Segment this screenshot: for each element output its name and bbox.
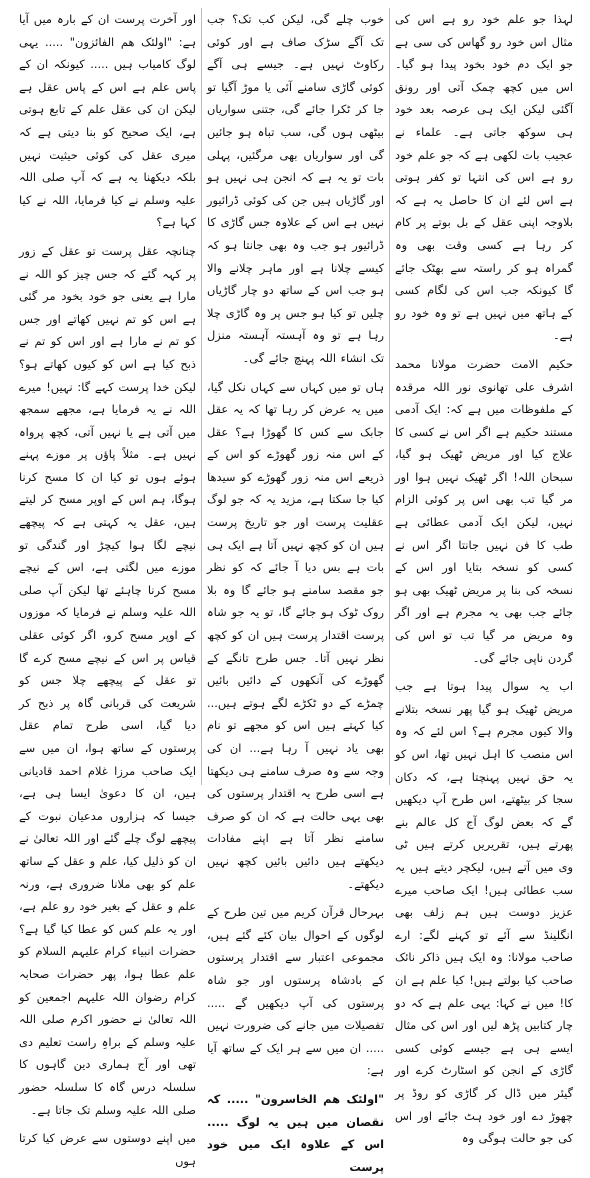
column-middle <box>202 8 390 1174</box>
column-right <box>390 8 578 1146</box>
paragraph: چنانچہ عقل پرست تو عقل کے زور پر کہہ گئے کہ جس چیز کو اللہ نے مارا ہے یعنی جو خود بخود مر گئی ہے اس کو تم نہیں کھاتے اور جس کو تم نے مارا ہے اور اس کو تم نے ذبح کیا ہے اس کو کیوں کھاتے ہو؟ لیکن خدا پرست کہے گا: نہیں! میرے اللہ نے یہ فرمایا ہے، مجھے سمجھ میں آتی ہے یا نہیں آتی، کچھ پرواہ نہیں ہے۔ مثلاً پاؤں پر موزے پہنے ہوئے ہوں تو کیا ان کا مسح کرنا ہوگا، ہم اس کے اوپر مسح کر لیتے ہیں، عقل یہ کہتی ہے کہ پیچھے نیچے لگا ہوا کیچڑ اور گندگی تو موزے میں لگتی ہے، اس کے نیچے مسح کرنا چاہئے تھا لیکن آپ صلی اللہ علیہ وسلم نے فرمایا کہ موزوں کے اوپر مسح کرو، اگر کوئی عقلی قیاس پر اس کے نیچے مسح کرے گا تو عقل کے پیچھے چلا جس کو شریعت کی قربانی گاہ پر ذبح کر دیا گیا، اسی طرح تمام عقل پرستوں کے ساتھ ہوا، ان میں سے ایک صاحب مرزا غلام احمد قادیانی ہیں، ان کا دعویٰ ایسا ہی ہے، جیسا کہ ہزاروں مدعیان نبوت کے پیچھے لوگ چلے گئے اور اللہ تعالیٰ نے ان کو ذلیل کیا، علم و عقل کے ساتھ علم کو بھی ملانا ضروری ہے، ورنہ علم و عقل کے بغیر خود رو علم ہے، اور یہ علم کس کو عطا کیا گیا ہے؟ حضرات انبیاء کرام علیہم السلام کو علم عطا ہوا، پھر حضرات صحابہ کرام رضوان اللہ علیہم اجمعین کو اللہ تعالیٰ نے حضور اکرم صلی اللہ علیہ وسلم کے براہِ راست تعلیم دی تھی اور آج ہماری دین گاہوں کا سلسلہ درس گاہ کا سلسلہ حضور صلی اللہ علیہ وسلم تک جاتا ہے۔ <box>19 243 196 1117</box>
paragraph: بہرحال قرآن کریم میں تین طرح کے لوگوں کے احوال بیان کئے گئے ہیں، مجموعی اعتبار سے اقتدار پرستوں کے بادشاہ پرستوں اور جو شاہ پرستوں کی آپ دیکھیں گے ..... تفصیلات میں جانے کی ضرورت نہیں ..... ان میں سے ہر ایک کے ساتھ آیا ہے: <box>207 905 384 1078</box>
paragraph: میں اپنے دوستوں سے عرض کیا کرتا ہوں <box>19 1131 196 1168</box>
quoted-verse: "اولئک ھم الخاسرون" ..... کہ نقصان میں ہیں یہ لوگ ..... اس کے علاوہ ایک میں خود پرست <box>207 1091 384 1174</box>
paragraph: خوب چلے گی، لیکن کب تک؟ جب تک آگے سڑک صاف ہے اور کوئی رکاوٹ نہیں ہے۔ جیسے ہی آگے کوئی گاڑی سامنے آئی یا موڑ آگیا تو جا کر ٹکرا جائے گی، جتنی سواریاں بیٹھی ہوں گی، سب تباہ ہو جائیں گی اور سواریاں بھی مرگئیں، پہلی بات تو یہ ہے کہ انجن ہی نہیں ہو اور گاڑیاں ہیں جن کی کوئی ڈرائیور نہیں ہے اس کے علاوہ جس گاڑی کا ڈرائیور ہو جب وہ بھی جانتا ہو کہ کیسے چلانا ہے اور ماہر چلانے والا ہو جب اس کے ساتھ دو چار گاڑیاں چلیں تو کیا ہو جس پر وہ گاڑی چلا رہا ہے تو وہ آہستہ آہستہ منزل تک انشاء اللہ پہنچ جائے گی۔ <box>207 12 384 365</box>
paragraph: ہاں تو میں کہاں سے کہاں نکل گیا، میں یہ عرض کر رہا تھا کہ یہ عقل جابک سے کس کا گھوڑا ہے؟ عقل کے اس منہ زور گھوڑے کو اس کے ذریعے اس منہ زور گھوڑے کو سیدھا کیا جا سکتا ہے، مزید یہ کہ جو لوگ عقلیت پرست اور جو تاریخ پرست ہیں ان کو کچھ نہیں آتا ہے ایک ہی بات ہے بس دیا آ جائے کہ کو نظر جو مقصد سامنے ہو جائے گا وہ بلا روک ٹوک ہو جائے گا، تو یہ جو شاہ پرست اقتدار پرست ہیں ان کو کچھ نظر نہیں آتا۔ جس طرح تانگے کے گھوڑے کی آنکھوں کے دائیں بائیں چمڑے کے دو ٹکڑے لگے ہوتے ہیں... کیا کہتے ہیں اس کو مجھے تو نام بھی یاد نہیں آ رہا ہے... ان کی وجہ سے وہ صرف سامنے ہی دیکھتا ہے اسی طرح یہ اقتدار پرستوں کی بھی یہی حالت ہے کہ ان کو صرف سامنے نظر آتا ہے اپنے مفادات دیکھتے ہیں دائیں بائیں کچھ نہیں دیکھتے۔ <box>207 379 384 891</box>
paragraph: اب یہ سوال پیدا ہوتا ہے جب مریض ٹھیک ہو گیا پھر نسخہ بتلانے والا کیوں مجرم ہے؟ اس لئے کہ وہ اس منصب کا اہل نہیں تھا، اس کو یہ حق نہیں پہنچتا ہے، کہ دکان سجا کر بیٹھتے، اس طرح آپ دیکھیں گے کہ بعض لوگ آج کل عالم بنے پھرتے ہیں، تقریریں کرتے ہیں ٹی وی میں آتے ہیں، لیکچر دیتے ہیں یہ سب عطائی ہیں! ایک صاحب میرے عزیز دوست ہیں ہم زلف بھی انگلینڈ سے آئے تو کہنے لگے: ارے صاحب مولانا: وہ ایک ہیں ذاکر نائک صاحب کیا بولتے ہیں! کیا علم ہے ان کا! میں نے کہا: یہی علم ہے کہ دو چار کتابیں پڑھ لیں اور اس کی مثال ایسے ہی ہے جیسے کوئی کسی گاڑی کے انجن کو اسٹارٹ کرے اور گیئر میں ڈال کر گاڑی کو روڈ پر چھوڑ دے اور خود ہٹ جائے اور اس کی جو حالت ہوگی وہ <box>395 679 573 1146</box>
paragraph: لہذا جو علم خود رو ہے اس کی مثال اس خود رو گھاس کی سی ہے جو ایک دم خود بخود پیدا ہو گیا۔ اس میں کچھ چمک آتی اور رونق آگئی لیکن ایک ہی عرصہ بعد خود ہی سوکھ جاتی ہے۔ علماء نے عجیب بات لکھی ہے کہ جو علم خود رو ہے اس کی انتہا تو کفر ہوتی ہے اس لئے ان کا حاصل یہ ہے کہ بلاوجہ اپنی عقل کے بل بوتے پر کام کر رہا ہے کسی وقت بھی وہ گمراہ ہو کر راستہ سے بھٹک جائے گا کیونکہ جب اس کی لگام کسی کے ہاتھ میں نہیں ہے تو وہ خود رو ہے۔ <box>395 12 573 343</box>
text-columns <box>14 8 578 1174</box>
column-left <box>14 8 202 1168</box>
paragraph: اور آخرت پرست ان کے بارہ میں آیا ہے: "اولئک ھم الفائزون" ..... یہی لوگ کامیاب ہیں ..... کیونکہ ان کے پاس علم ہے اس کے پاس عقل ہے لیکن ان کی عقل علم کے تابع ہوتی ہے، ایک صحیح کو بنا دیتی ہے کہ میری عقل کی کوئی حیثیت نہیں بلکہ دیکھنا یہ ہے کہ آپ صلی اللہ علیہ وسلم نے کیا فرمایا، اللہ نے کیا کہا ہے؟ <box>19 12 196 230</box>
paragraph: حکیم الامت حضرت مولانا محمد اشرف علی تھانوی نور اللہ مرقدہ کے ملفوظات میں ہے کہ: ایک آدمی مستند حکیم ہے اگر اس نے کسی کا علاج کیا اور مریض ٹھیک ہو گیا، سبحان اللہ! اگر ٹھیک نہیں ہوا اور مر گیا تب بھی اس پر کوئی الزام نہیں، لیکن ایک آدمی عطائی ہے طب کا فن نہیں جانتا اگر اس نے کسی کو نسخہ بتایا اور اس کے نسخہ کی بنا پر مریض ٹھیک بھی ہو جائے جب بھی یہ مجرم ہے اور اگر وہ مریض مر گیا تب تو اس کی گردن ناپی جائے گی۔ <box>395 356 573 665</box>
